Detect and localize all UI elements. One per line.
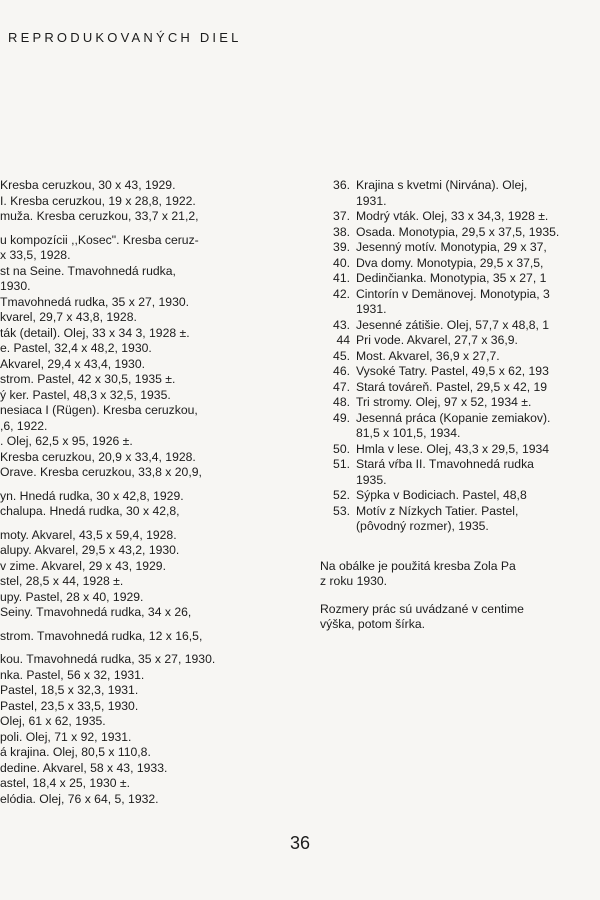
item-number (320, 473, 356, 489)
note-paragraph (320, 559, 600, 590)
item-text: (pôvodný rozmer), 1935. (356, 519, 489, 533)
note-line: z roku 1930. (320, 574, 388, 588)
item-text: Motív z Nízkych Tatier. Pastel, (356, 503, 519, 518)
left-list-line: Orave. Kresba ceruzkou, 33,8 x 20,9, (0, 465, 202, 479)
left-list-line: nka. Pastel, 56 x 32, 1931. (0, 667, 145, 682)
list-item-continuation (320, 194, 600, 210)
list-item-continuation (320, 519, 600, 535)
left-list-line: Olej, 61 x 62, 1935. (0, 714, 106, 728)
note-line: Rozmery prác sú uvádzané v centime (320, 601, 524, 616)
left-list-line: yn. Hnedá rudka, 30 x 42,8, 1929. (0, 488, 184, 503)
left-list-line: alupy. Akvarel, 29,5 x 43,2, 1930. (0, 543, 180, 557)
item-number: 42. (333, 286, 350, 301)
list-item-continuation (320, 426, 600, 442)
list-item (320, 349, 600, 365)
item-text: Vysoké Tatry. Pastel, 49,5 x 62, 193 (356, 364, 549, 378)
left-list-line: x 33,5, 1928. (0, 248, 71, 262)
left-list-line: kou. Tmavohnedá rudka, 35 x 27, 1930. (0, 652, 216, 666)
page-heading: REPRODUKOVANÝCH DIEL (8, 30, 242, 45)
list-item (320, 271, 600, 287)
list-item (320, 225, 600, 241)
item-text: Tri stromy. Olej, 97 x 52, 1934 ±. (356, 395, 532, 409)
list-item (320, 380, 600, 396)
left-list-line (0, 225, 305, 233)
item-number: 37. (333, 209, 350, 223)
left-list-line (0, 621, 305, 629)
list-item-continuation (320, 473, 600, 489)
item-text: Jesenné zátišie. Olej, 57,7 x 48,8, 1 (356, 317, 550, 332)
item-number: 52. (333, 488, 350, 502)
left-list-line: á krajina. Olej, 80,5 x 110,8. (0, 745, 151, 759)
left-column-list (0, 178, 305, 807)
list-item (320, 333, 600, 349)
left-list-line: v zime. Akvarel, 29 x 43, 1929. (0, 558, 166, 573)
left-list-line: poli. Olej, 71 x 92, 1931. (0, 729, 132, 744)
item-text: Modrý vták. Olej, 33 x 34,3, 1928 ±. (356, 209, 549, 223)
left-list-line: muža. Kresba ceruzkou, 33,7 x 21,2, (0, 209, 199, 223)
left-list-line: dedine. Akvarel, 58 x 43, 1933. (0, 760, 168, 775)
item-number: 50. (333, 441, 350, 456)
left-list-line: u kompozícii ,,Kosec". Kresba ceruz- (0, 232, 199, 247)
left-list-line (0, 481, 305, 489)
right-column (320, 178, 600, 633)
left-list-line: chalupa. Hnedá rudka, 30 x 42,8, (0, 504, 180, 518)
note-line: Na obálke je použitá kresba Zola Pa (320, 558, 516, 573)
list-item (320, 364, 600, 380)
list-item (320, 318, 600, 334)
list-item (320, 256, 600, 272)
list-item (320, 178, 600, 194)
list-item (320, 209, 600, 225)
item-number: 38. (333, 224, 350, 239)
left-list-line: strom. Tmavohnedá rudka, 12 x 16,5, (0, 628, 203, 643)
left-list-line: Seiny. Tmavohnedá rudka, 34 x 26, (0, 605, 192, 619)
item-number: 36. (333, 178, 350, 192)
item-text: Jesenná práca (Kopanie zemiakov). (356, 410, 551, 425)
item-text: 1931. (356, 193, 387, 208)
page-number: 36 (289, 833, 311, 853)
item-text: Dedinčianka. Monotypia, 35 x 27, 1 (356, 271, 547, 285)
right-column-list (320, 178, 600, 535)
item-text: Cintorín v Demänovej. Monotypia, 3 (356, 286, 550, 301)
list-item-continuation (320, 302, 600, 318)
left-list-line: Kresba ceruzkou, 30 x 43, 1929. (0, 178, 176, 192)
item-number: 39. (333, 240, 350, 254)
list-item (320, 411, 600, 427)
left-list-line (0, 520, 305, 528)
item-text: Pri vode. Akvarel, 27,7 x 36,9. (356, 333, 518, 347)
item-number: 51. (333, 457, 350, 471)
list-item (320, 287, 600, 303)
list-item (320, 442, 600, 458)
item-text: Dva domy. Monotypia, 29,5 x 37,5, (356, 255, 544, 270)
left-list-line: st na Seine. Tmavohnedá rudka, (0, 263, 176, 278)
left-list-line: Akvarel, 29,4 x 43,4, 1930. (0, 356, 145, 371)
list-item (320, 457, 600, 473)
item-number: 40. (333, 255, 350, 270)
item-number: 48. (333, 395, 350, 409)
left-list-line: strom. Pastel, 42 x 30,5, 1935 ±. (0, 372, 176, 386)
item-number: 47. (333, 379, 350, 394)
note-paragraph (320, 602, 600, 633)
list-item (320, 488, 600, 504)
left-list-line: ták (detail). Olej, 33 x 34 3, 1928 ±. (0, 325, 190, 340)
item-number (320, 519, 356, 535)
left-list-line: nesiaca I (Rügen). Kresba ceruzkou, (0, 403, 198, 417)
left-list-line: ý ker. Pastel, 48,3 x 32,5, 1935. (0, 387, 171, 402)
item-text: Most. Akvarel, 36,9 x 27,7. (356, 348, 500, 363)
item-text: Krajina s kvetmi (Nirvána). Olej, (356, 178, 528, 192)
item-number: 46. (333, 364, 350, 378)
item-number: 53. (333, 503, 350, 518)
item-number: 43. (333, 317, 350, 332)
left-list-line: 1930. (0, 279, 31, 293)
item-text: 81,5 x 101,5, 1934. (356, 426, 461, 440)
item-text: Jesenný motív. Monotypia, 29 x 37, (356, 240, 547, 254)
item-number (320, 302, 356, 318)
item-number (320, 426, 356, 442)
item-text: Osada. Monotypia, 29,5 x 37,5, 1935. (356, 224, 560, 239)
item-text: Stará vŕba II. Tmavohnedá rudka (356, 457, 534, 471)
left-list-line: kvarel, 29,7 x 43,8, 1928. (0, 310, 137, 324)
left-list-line: Pastel, 18,5 x 32,3, 1931. (0, 683, 139, 697)
left-list-line: . Olej, 62,5 x 95, 1926 ±. (0, 434, 133, 448)
list-item (320, 504, 600, 520)
left-list-line (0, 644, 305, 652)
item-number: 41. (333, 271, 350, 285)
left-list-line: moty. Akvarel, 43,5 x 59,4, 1928. (0, 527, 177, 542)
list-item (320, 240, 600, 256)
item-number (320, 194, 356, 210)
left-list-line: astel, 18,4 x 25, 1930 ±. (0, 776, 131, 790)
left-list-line: Pastel, 23,5 x 33,5, 1930. (0, 698, 139, 713)
left-list-line: stel, 28,5 x 44, 1928 ±. (0, 574, 124, 588)
item-number: 49. (333, 410, 350, 425)
item-number: 45. (333, 348, 350, 363)
item-text: Hmla v lese. Olej, 43,3 x 29,5, 1934 (356, 441, 550, 456)
item-text: Sýpka v Bodiciach. Pastel, 48,8 (356, 488, 527, 502)
left-list-line: elódia. Olej, 76 x 64, 5, 1932. (0, 791, 159, 806)
left-list-line: ,6, 1922. (0, 418, 48, 433)
item-text: 1935. (356, 472, 387, 487)
left-list-line: upy. Pastel, 28 x 40, 1929. (0, 589, 144, 604)
notes-section (320, 559, 600, 633)
left-list-line: Tmavohnedá rudka, 35 x 27, 1930. (0, 294, 190, 309)
item-text: Stará továreň. Pastel, 29,5 x 42, 19 (356, 379, 548, 394)
item-text: 1931. (356, 302, 387, 316)
left-list-line: Kresba ceruzkou, 20,9 x 33,4, 1928. (0, 449, 196, 464)
item-number: 44 (336, 333, 350, 347)
left-list-line: I. Kresba ceruzkou, 19 x 28,8, 1922. (0, 193, 196, 208)
left-list-line: e. Pastel, 32,4 x 48,2, 1930. (0, 341, 152, 355)
list-item (320, 395, 600, 411)
note-line: výška, potom šírka. (320, 617, 425, 631)
